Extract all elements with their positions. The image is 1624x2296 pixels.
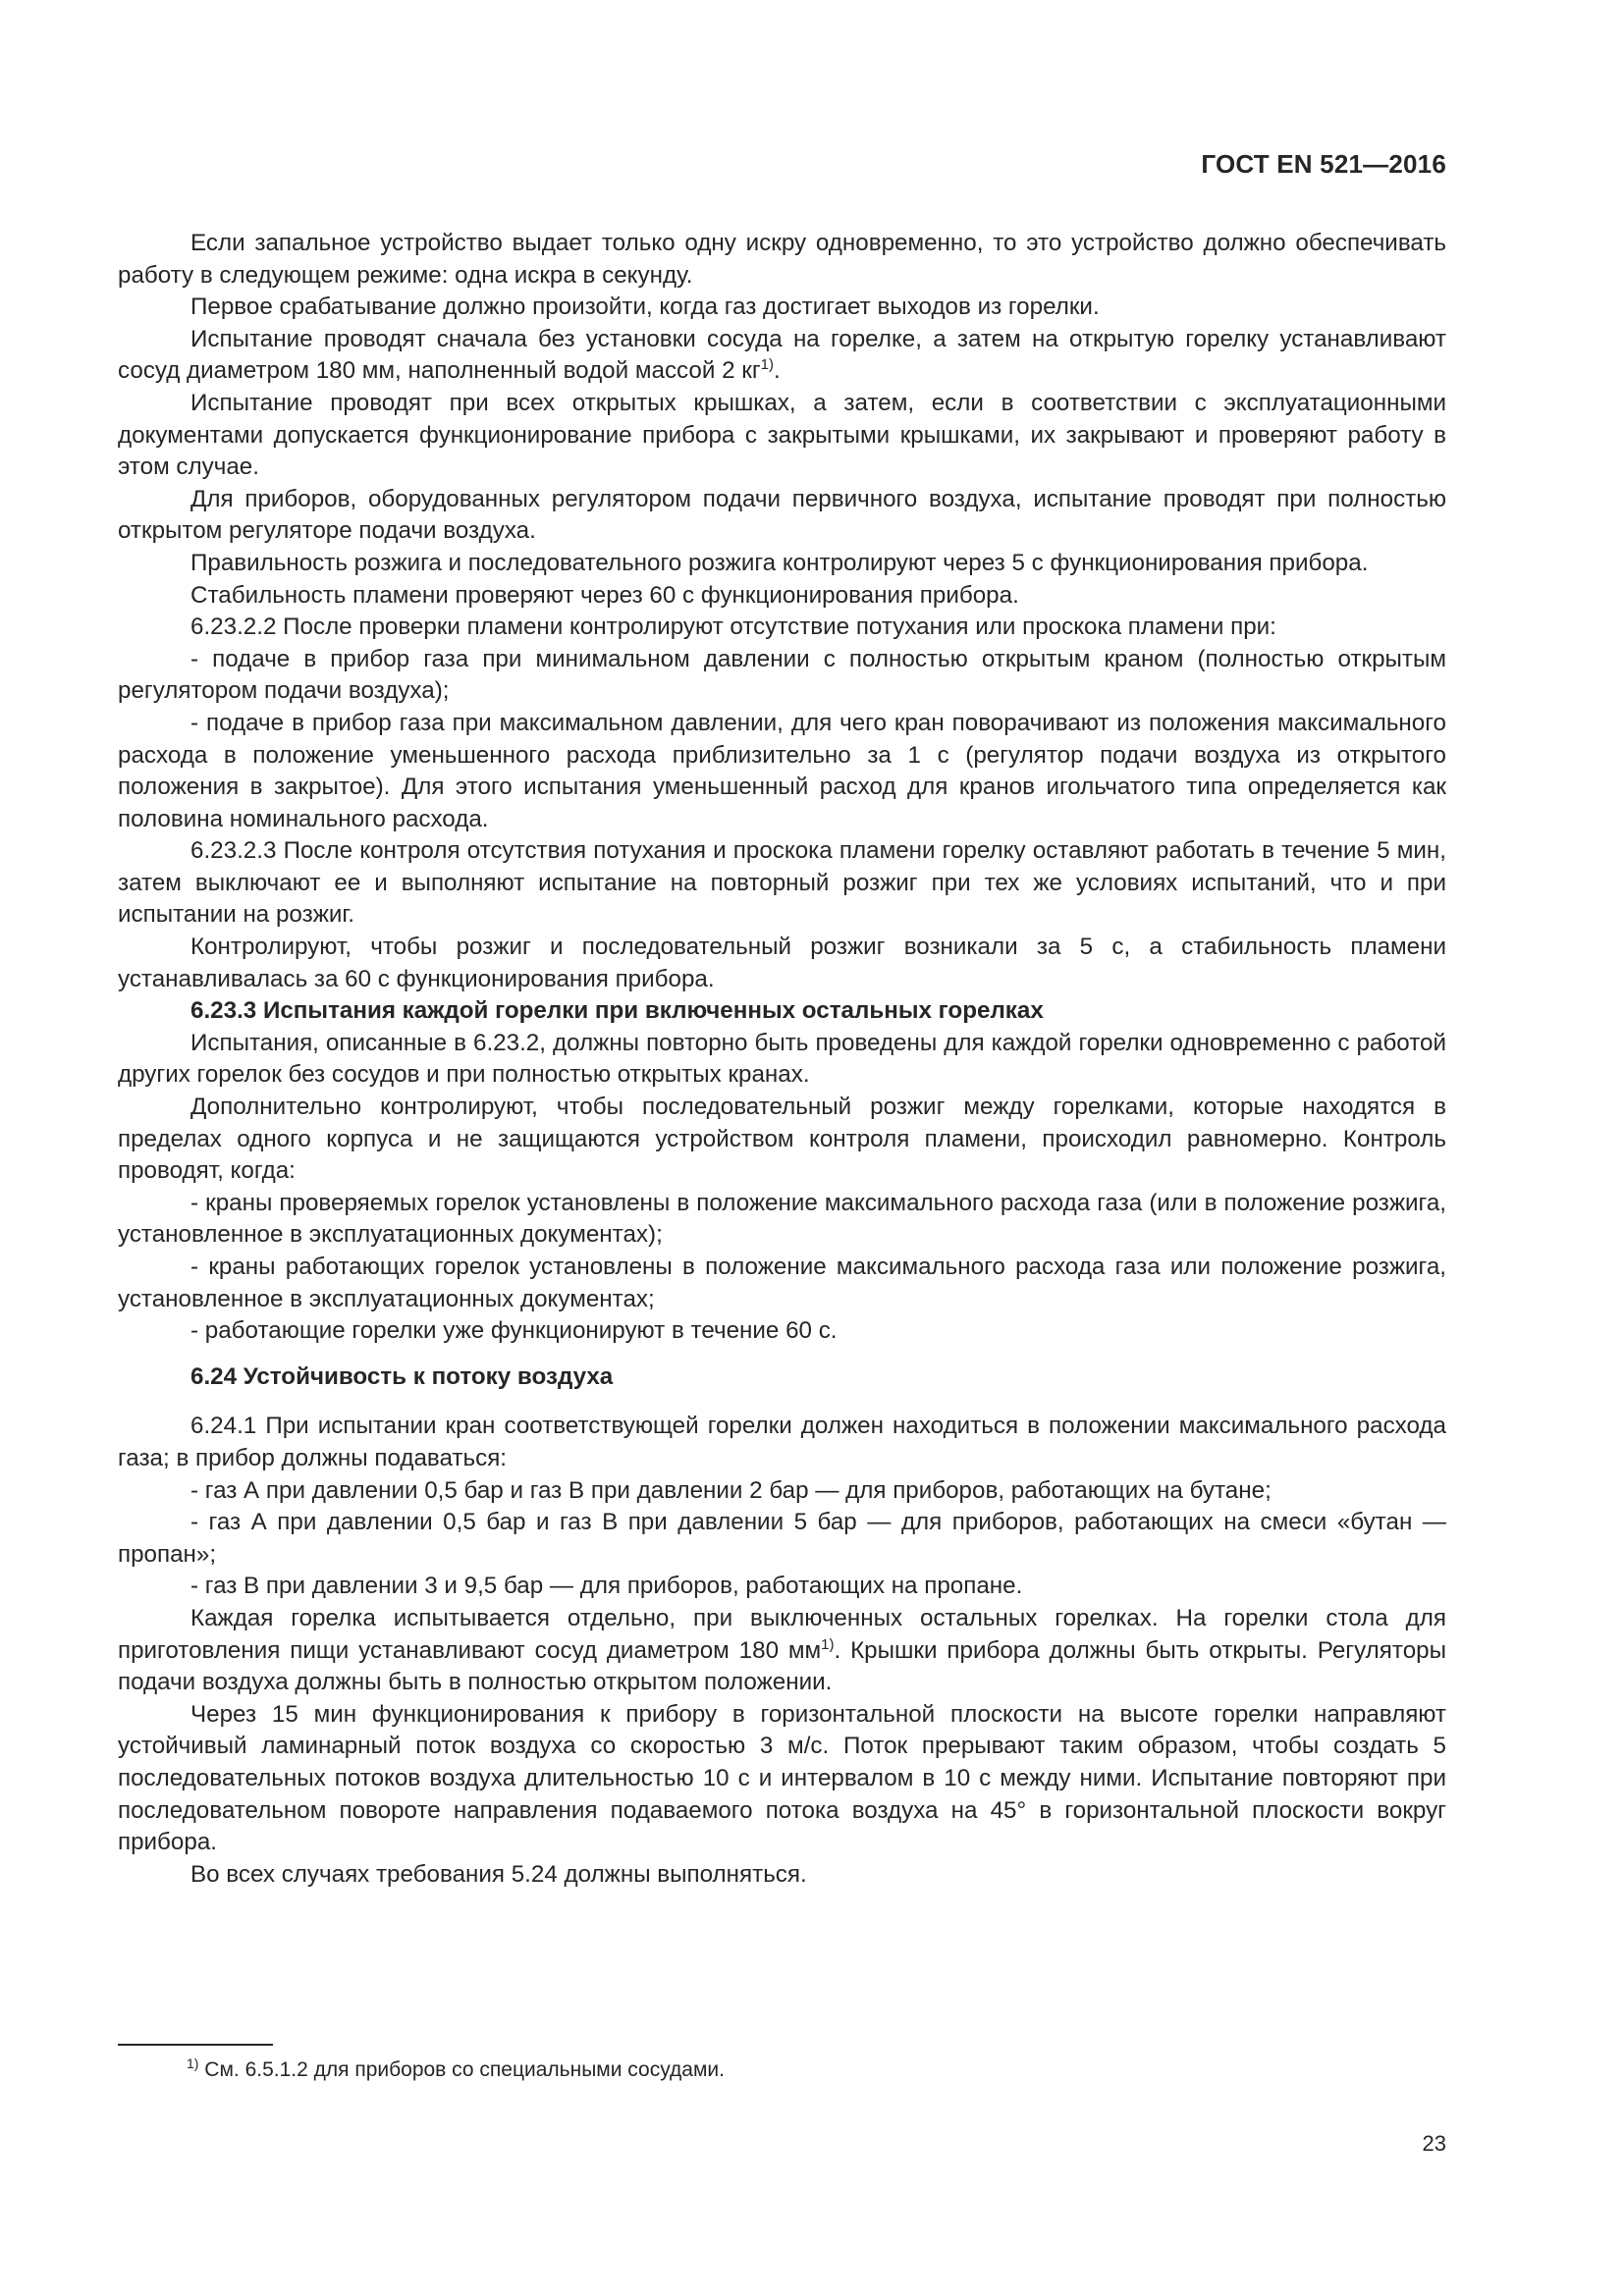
paragraph: Первое срабатывание должно произойти, когда газ достигает выходов из горелки. [190, 294, 1100, 321]
paragraph: Через 15 мин функционирования к прибору в горизонтальной плоскости на высоте горелки направляют устойчивый ламинарный поток воздуха со скоростью 3 м/с. Поток прерывают таким образом, чтобы создать 5 последовательных потоков воздуха длительностью 10 с и интервалом в 10 с между ними. Испытание повторяют при последовательном повороте направления подаваемого потока воздуха на 45° в горизонтальной плоскости вокруг прибора. [118, 1700, 1446, 1856]
paragraph-text: Каждая горелка испытывается отдельно, при выключенных остальных горелках. На горелки стола для приготовления пищи устанавливают сосуд диаметром 180 мм [118, 1604, 1446, 1664]
list-item: - подаче в прибор газа при максимальном давлении, для чего кран поворачивают из положения максимального расхода в положение уменьшенного расхода приблизительно за 1 с (регулятор подачи воздуха из открытого положения в закрытое). Для этого испытания уменьшенный расход для кранов игольчатого типа определяется как половина номинального расхода. [118, 709, 1446, 832]
list-item: - газ А при давлении 0,5 бар и газ В при давлении 2 бар — для приборов, работающих на бутане; [190, 1476, 1272, 1504]
paragraph: Если запальное устройство выдает только одну искру одновременно, то это устройство должно обеспечивать работу в следующем режиме: одна искра в секунду. [118, 230, 1446, 289]
clause-6-23-2-3: 6.23.2.3 После контроля отсутствия потухания и проскока пламени горелку оставляют работать в течение 5 мин, затем выключают ее и выполняют испытание на повторный розжиг при тех же условиях испытаний, что и при испытании на розжиг. [118, 837, 1446, 929]
paragraph: Контролируют, чтобы розжиг и последовательный розжиг возникали за 5 с, а стабильность пламени устанавливалась за 60 с функционирования прибора. [118, 934, 1446, 992]
paragraph: Испытание проводят при всех открытых крышках, а затем, если в соответствии с эксплуатационными документами допускается функционирование прибора с закрытыми крышками, их закрывают и проверяют работу в этом случае. [118, 389, 1446, 481]
footnote [187, 2058, 725, 2082]
paragraph: Дополнительно контролируют, чтобы последовательный розжиг между горелками, которые находятся в пределах одного корпуса и не защищаются устройством контроля пламени, происходил равномерно. Контроль проводят, когда: [118, 1094, 1446, 1185]
footnote-reference: 1) [821, 1635, 835, 1653]
page-number: 23 [1422, 2131, 1446, 2156]
list-item: - краны работающих горелок установлены в положение максимального расхода газа или положение розжига, установленное в эксплуатационных документах; [118, 1254, 1446, 1312]
list-item: - краны проверяемых горелок установлены в положение максимального расхода газа (или в положение розжига, установленное в эксплуатационных документах); [118, 1189, 1446, 1249]
section-heading-6-23-3: 6.23.3 Испытания каждой горелки при включенных остальных горелках [190, 997, 1044, 1025]
paragraph: Испытания, описанные в 6.23.2, должны повторно быть проведены для каждой горелки одновременно с работой других горелок без сосудов и при полностью открытых кранах. [118, 1029, 1446, 1089]
footnote-divider [118, 2044, 273, 2046]
footnote-reference: 1) [760, 356, 775, 374]
standard-designation: ГОСТ EN 521—2016 [1201, 149, 1446, 179]
paragraph: Для приборов, оборудованных регулятором подачи первичного воздуха, испытание проводят при полностью открытом регуляторе подачи воздуха. [118, 485, 1446, 545]
list-item: - газ В при давлении 3 и 9,5 бар — для приборов, работающих на пропане. [190, 1573, 1023, 1600]
list-item: - подаче в прибор газа при минимальном давлении с полностью открытым краном (полностью открытым регулятором подачи воздуха); [118, 645, 1446, 705]
paragraph: Правильность розжига и последовательного розжига контролируют через 5 с функционирования прибора. [190, 549, 1369, 576]
footnote-text: См. 6.5.1.2 для приборов со специальными сосудами. [204, 2058, 725, 2081]
paragraph-text: . Крышки прибора должны быть открыты. Регуляторы подачи воздуха должны быть в полностью открытом положении. [118, 1636, 1446, 1696]
paragraph-text: Испытание проводят сначала без установки сосуда на горелке, а затем на открытую горелку устанавливают сосуд диаметром 180 мм, наполненный водой массой 2 кг [118, 325, 1446, 385]
list-item: - газ А при давлении 0,5 бар и газ В при давлении 5 бар — для приборов, работающих на смеси «бутан — пропан»; [118, 1509, 1446, 1568]
paragraph: Испытание проводят сначала без установки сосуда на горелке, а затем на открытую горелку устанавливают сосуд диаметром 180 мм, наполненный водой массой 2 $кг^{1)}$. [118, 325, 1446, 385]
section-heading-6-24: 6.24 Устойчивость к потоку воздуха [190, 1362, 614, 1390]
paragraph: Во всех случаях требования 5.24 должны выполняться. [190, 1860, 807, 1888]
list-item: - работающие горелки уже функционируют в течение 60 с. [190, 1317, 838, 1345]
footnote-marker: 1) [187, 2056, 199, 2071]
clause-6-24-1: 6.24.1 При испытании кран соответствующей горелки должен находиться в положении максимального расхода газа; в прибор должны подаваться: [118, 1413, 1446, 1471]
paragraph: Стабильность пламени проверяют через 60 с функционирования прибора. [190, 581, 1019, 609]
document-body [118, 228, 1446, 1891]
clause-6-23-2-2: 6.23.2.2 После проверки пламени контролируют отсутствие потухания или проскока пламени при: [190, 614, 1276, 641]
paragraph [118, 1603, 1446, 1699]
